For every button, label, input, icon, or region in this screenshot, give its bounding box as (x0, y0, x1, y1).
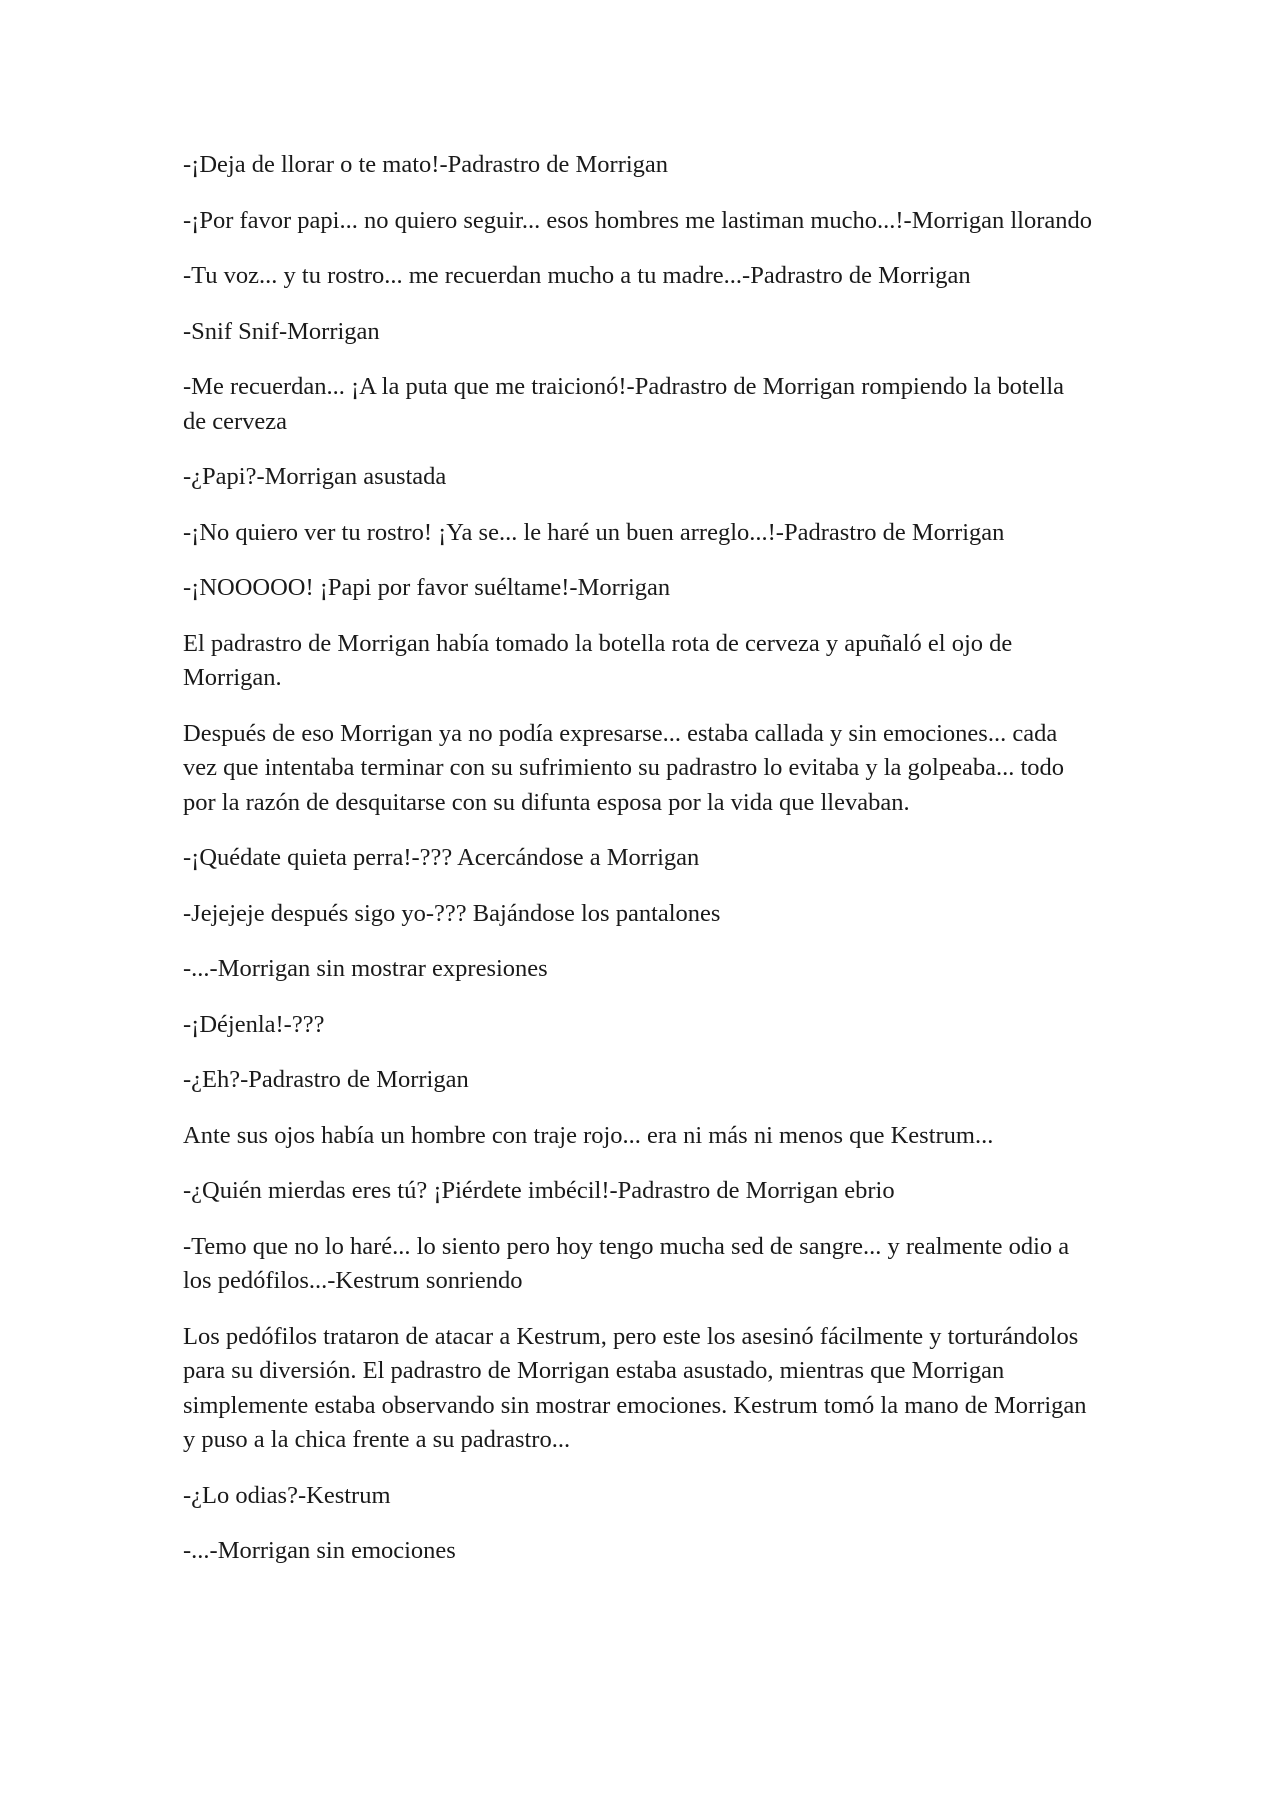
paragraph: Después de eso Morrigan ya no podía expresarse... estaba callada y sin emociones... cada vez que intentaba terminar con su sufrimiento su padrastro lo evitaba y la golpeaba... todo por la razón de desquitarse con su difunta esposa por la vida que llevaban. (183, 719, 1065, 816)
paragraph: Los pedófilos trataron de atacar a Kestrum, pero este los asesinó fácilmente y torturándolos para su diversión. El padrastro de Morrigan estaba asustado, mientras que Morrigan simplemente estaba observando sin mostrar emociones. Kestrum tomó la mano de Morrigan y puso a la chica frente a su padrastro... (183, 1322, 1087, 1453)
paragraph: -¡Deja de llorar o te mato!-Padrastro de Morrigan (183, 151, 669, 178)
paragraph: -Jejejeje después sigo yo-??? Bajándose los pantalones (183, 899, 721, 927)
paragraph: -Tu voz... y tu rostro... me recuerdan mucho a tu madre...-Padrastro de Morrigan (183, 262, 971, 289)
paragraph: -¡No quiero ver tu rostro! ¡Ya se... le haré un buen arreglo...!-Padrastro de Morrigan (183, 518, 1005, 546)
paragraph: -Temo que no lo haré... lo siento pero hoy tengo mucha sed de sangre... y realmente odio a los pedófilos...-Kestrum sonriendo (183, 1232, 1070, 1294)
document-body (183, 148, 1093, 1590)
paragraph: -¿Papi?-Morrigan asustada (183, 463, 447, 490)
paragraph: -¡Quédate quieta perra!-??? Acercándose a Morrigan (183, 844, 700, 871)
paragraph: -...-Morrigan sin emociones (183, 1537, 456, 1564)
paragraph: Ante sus ojos había un hombre con traje rojo... era ni más ni menos que Kestrum... (183, 1121, 994, 1149)
paragraph: -¡NOOOOO! ¡Papi por favor suéltame!-Morrigan (183, 574, 671, 601)
paragraph: -¡Por favor papi... no quiero seguir... esos hombres me lastiman mucho...!-Morrigan llorando (183, 206, 1093, 234)
paragraph: -¿Eh?-Padrastro de Morrigan (183, 1066, 469, 1093)
paragraph: -¡Déjenla!-??? (183, 1010, 325, 1038)
paragraph: -¿Quién mierdas eres tú? ¡Piérdete imbécil!-Padrastro de Morrigan ebrio (183, 1177, 895, 1204)
paragraph: -...-Morrigan sin mostrar expresiones (183, 955, 548, 982)
paragraph: -Me recuerdan... ¡A la puta que me traicionó!-Padrastro de Morrigan rompiendo la botella de cerveza (183, 373, 1065, 435)
paragraph: El padrastro de Morrigan había tomado la botella rota de cerveza y apuñaló el ojo de Morrigan. (183, 629, 1013, 691)
paragraph: -Snif Snif-Morrigan (183, 317, 380, 345)
paragraph: -¿Lo odias?-Kestrum (183, 1481, 391, 1509)
